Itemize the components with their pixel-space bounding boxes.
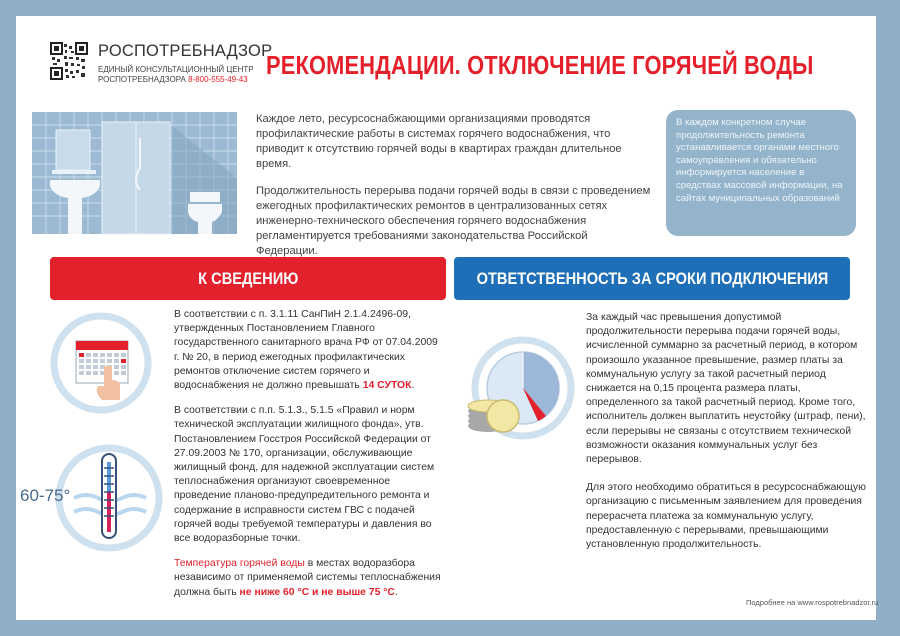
rules-paragraph: В соответствии с п.п. 5.1.3., 5.1.5 «Правил и норм технической эксплуатации жилищного фонда», утв. Постановлением Госстроя Российской Федерации от 27.09.2003 № 170, организации, обслуживающие жилищный фонд, для надежной эксплуатации систем теплоснабжения организуют своевременное проведение планово-предупредительного ремонта и содержание в исправности систем ГВС с подачей горячей воды требуемой температуры и давления во все водоразборные точки. [174,405,435,545]
clock-coins-icon [448,326,578,456]
responsibility-column [586,311,871,566]
temperature-text: в местах водоразбора независимо от применяемой системы теплоснабжения должна быть [174,558,441,598]
temperature-range-label: 60-75° [20,486,71,505]
page-title: РЕКОМЕНДАЦИИ. ОТКЛЮЧЕНИЕ ГОРЯЧЕЙ ВОДЫ [266,50,814,80]
intro-paragraph-1: Каждое лето, ресурсоснабжающими организациями проводятся профилактические работы в системах горячего водоснабжения, что приводит к отсутствию горячей воды в квартирах граждан длительное время. [256,113,622,170]
section-header-info [50,257,446,300]
section-title-responsibility: ОТВЕТСТВЕННОСТЬ ЗА СРОКИ ПОДКЛЮЧЕНИЯ [476,268,828,288]
intro-paragraph-2: Продолжительность перерыва подачи горячей воды в связи с проведением ежегодных профилактических ремонтов в централизованных сетях инженерно-технического обеспечения горячего водоснабжения регламентируется требованиями законодательства Российской Федерации. [256,185,651,257]
max-days-highlight: 14 СУТОК [362,380,412,392]
compensation-paragraph: За каждый час превышения допустимой продолжительности перерыва подачи горячей воды, исчисленной суммарно за расчетный период, в котором произошло указанное превышение, размер платы за коммунальную услугу за такой расчетный период снижается на 0,15 процента размера платы, определенного за такой расчетный период. Кроме того, исполнитель должен выплатить неустойку (штраф, пени), если перерывы не связаны с отсутствием технической возможности оказания коммунальных услуг без перерывов. [586,312,866,466]
info-note-box: В каждом конкретном случае продолжительность ремонта устанавливается органами местного самоуправления и обязательно информируется население в средствах массовой информации, на сайтах муниципальных образований [666,110,856,236]
punctuation: . [411,380,415,392]
calendar-icon [46,308,156,418]
footer-link[interactable]: Подробнее на www.rospotrebnadzor.ru [746,598,879,607]
org-sub-line1: ЕДИНЫЙ КОНСУЛЬТАЦИОННЫЙ ЦЕНТР [98,65,254,74]
org-name: РОСПОТРЕБНАДЗОР [98,42,273,60]
org-sub-line2: РОСПОТРЕБНАДЗОРА [98,75,186,84]
intro-text [256,112,651,271]
punctuation: . [394,586,398,598]
temperature-paragraph [174,557,444,600]
sanpin-paragraph [174,308,444,393]
poster [16,16,879,620]
qr-code-icon [50,42,88,80]
section-title-info: К СВЕДЕНИЮ [197,268,299,288]
recalculation-paragraph: Для этого необходимо обратиться в ресурсоснабжающую организацию с письменным заявлением для проведения перерасчета платежа за коммунальную услугу, предоставленную с перерывами, превышающими установленную продолжительность. [586,482,866,551]
section-header-responsibility [454,257,850,300]
sanpin-text: В соответствии с п. 3.1.11 СанПиН 2.1.4.2496-09, утвержденных Постановлением Главного государственного санитарного врача РФ от 07.04.2009 г. № 20, в период ежегодных профилактических ремонтов отключение систем горячего и водоснабжения не должно превышать [174,309,438,392]
temperature-limits: не ниже 60 °С и не выше 75 °С [239,586,395,598]
temperature-highlight: Температура горячей воды [174,558,305,570]
info-column [174,308,444,611]
hotline-phone[interactable]: 8-800-555-49-43 [188,75,248,84]
bathroom-illustration-icon [22,108,244,238]
org-subtitle [98,65,254,85]
